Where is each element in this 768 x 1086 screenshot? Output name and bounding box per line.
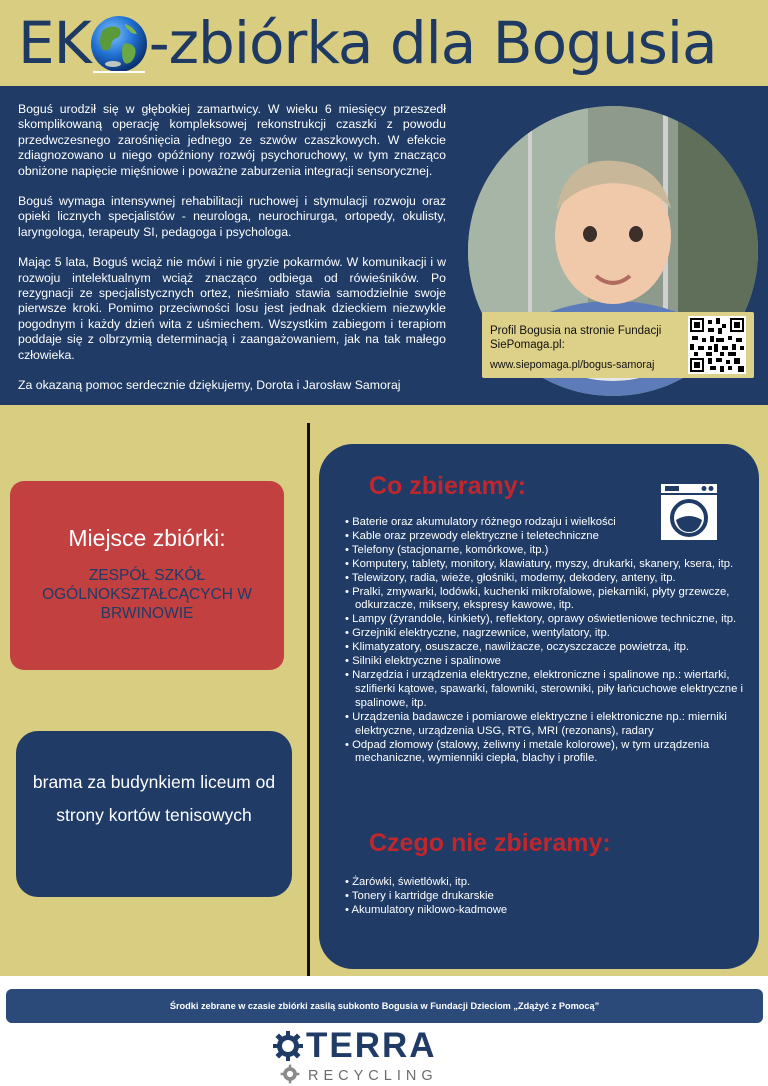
location-box [10,481,284,670]
profile-url[interactable]: www.siepomaga.pl/bogus-samoraj [490,359,655,371]
story-thanks: Za okazaną pomoc serdecznie dziękujemy, Dorota i Jarosław Samoraj [18,378,401,393]
story-panel [0,86,768,405]
gear-icon [272,1030,304,1062]
not-collect-list [345,876,725,918]
list-item: • Telewizory, radia, wieże, głośniki, modemy, dekodery, anteny, itp. [345,572,755,586]
poster-title [18,8,717,78]
profile-info-box [482,312,754,378]
logo-subtitle: RECYCLING [308,1068,438,1084]
location-school: ZESPÓŁ SZKÓŁ OGÓLNOKSZTAŁCĄCYCH W BRWINOWIE [42,567,252,622]
title-part-2: -zbiórka dla Bogusia [148,9,717,77]
list-item: • Urządzenia badawcze i pomiarowe elektryczne i elektroniczne np.: mierniki elektryczne, urządzenia USG, RTG, MRI (rezonans), radary [345,711,755,739]
footer-note: Środki zebrane w czasie zbiórki zasilą subkonto Bogusia w Fundacji Dzieciom „Zdążyć z Pomocą” [6,989,763,1023]
list-item: • Komputery, tablety, monitory, klawiatury, myszy, drukarki, skanery, ksera, itp. [345,558,755,572]
profile-text: Profil Bogusia na stronie Fundacji SiePomaga.pl: [490,325,662,351]
list-item: • Tonery i kartridge drukarskie [345,890,725,904]
story-paragraph-1: Boguś urodził się w głębokiej zamartwicy. W wieku 6 miesięcy przeszedł skomplikowaną operację kompleksowej rekonstrukcji czaszki z powodu przedwczesnego zarośnięcia jednego ze szwów czaszkowych. W efekcie zdiagnozowano u niego opóźniony rozwój psychoruchowy, w tym znacząco obniżone napięcie mięśniowe i poważne zaburzenia integracji sensorycznej. [18,102,446,178]
qr-code-icon[interactable] [688,316,746,374]
vertical-divider [307,423,310,989]
globe-icon [89,14,149,74]
list-item: • Lampy (żyrandole, kinkiety), reflektory, oprawy oświetleniowe techniczne, itp. [345,613,755,627]
collect-title: Co zbieramy: [369,472,526,500]
list-item: • Kable oraz przewody elektryczne i teletechniczne [345,530,755,544]
story-text [18,102,446,409]
story-paragraph-2: Boguś wymaga intensywnej rehabilitacji ruchowej i stymulacji rozwoju oraz opieki licznych specjalistów - neurologa, neurochirurga, ortopedy, okulisty, laryngologa, terapeuty SI, pedagoga i psychologa. [18,194,446,239]
list-item: • Silniki elektryczne i spalinowe [345,655,755,669]
list-item: • Klimatyzatory, osuszacze, nawilżacze, oczyszczacze powietrza, itp. [345,641,755,655]
list-item: • Odpad złomowy (stalowy, żeliwny i metale kolorowe), w tym urządzenia mechaniczne, wymienniki ciepła, blachy i profile. [345,739,755,767]
list-item: • Telefony (stacjonarne, komórkowe, itp.) [345,544,755,558]
story-paragraph-3: Mając 5 lata, Boguś wciąż nie mówi i nie gryzie pokarmów. W komunikacji i w rozwoju intelektualnym wciąż znacząco odbiega od rówieśników. Po rezygnacji ze specjalistycznych ortez, nieśmiało stawia samodzielnie swoje pierwsze kroki. Pomimo przeciwności losu jest jednak dzieckiem niezwykle pogodnym i każdy dzień wita z uśmiechem. Wszystkim zabiegom i terapiom poddaje się z olbrzymią determinacją i zaangażowaniem, jak na tak małego człowieka. [18,255,446,362]
gate-box [16,731,292,897]
title-part-1: EK [18,9,91,77]
list-item: • Żarówki, świetlówki, itp. [345,876,725,890]
list-item: • Grzejniki elektryczne, nagrzewnice, wentylatory, itp. [345,627,755,641]
location-title: Miejsce zbiórki: [68,525,226,551]
list-item: • Narzędzia i urządzenia elektryczne, elektroniczne i spalinowe np.: wiertarki, szlifierki kątowe, spawarki, falowniki, sterowniki, piły łańcuchowe elektryczne i spalinowe, itp. [345,669,755,711]
not-collect-title: Czego nie zbieramy: [369,829,611,857]
poster-header [0,0,768,86]
logo-name: TERRA [306,1026,437,1065]
terra-logo [272,1028,472,1086]
list-item: • Pralki, zmywarki, lodówki, kuchenki mikrofalowe, piekarniki, płyty grzewcze, odkurzacze, miksery, ekspresy kawowe, itp. [345,586,755,614]
gate-text: brama za budynkiem liceum od strony kortów tenisowych [32,772,276,825]
collect-list [345,516,755,766]
collection-panel [319,444,759,969]
list-item: • Akumulatory niklowo-kadmowe [345,904,725,918]
small-gear-icon [280,1064,300,1084]
list-item: • Baterie oraz akumulatory różnego rodzaju i wielkości [345,516,755,530]
